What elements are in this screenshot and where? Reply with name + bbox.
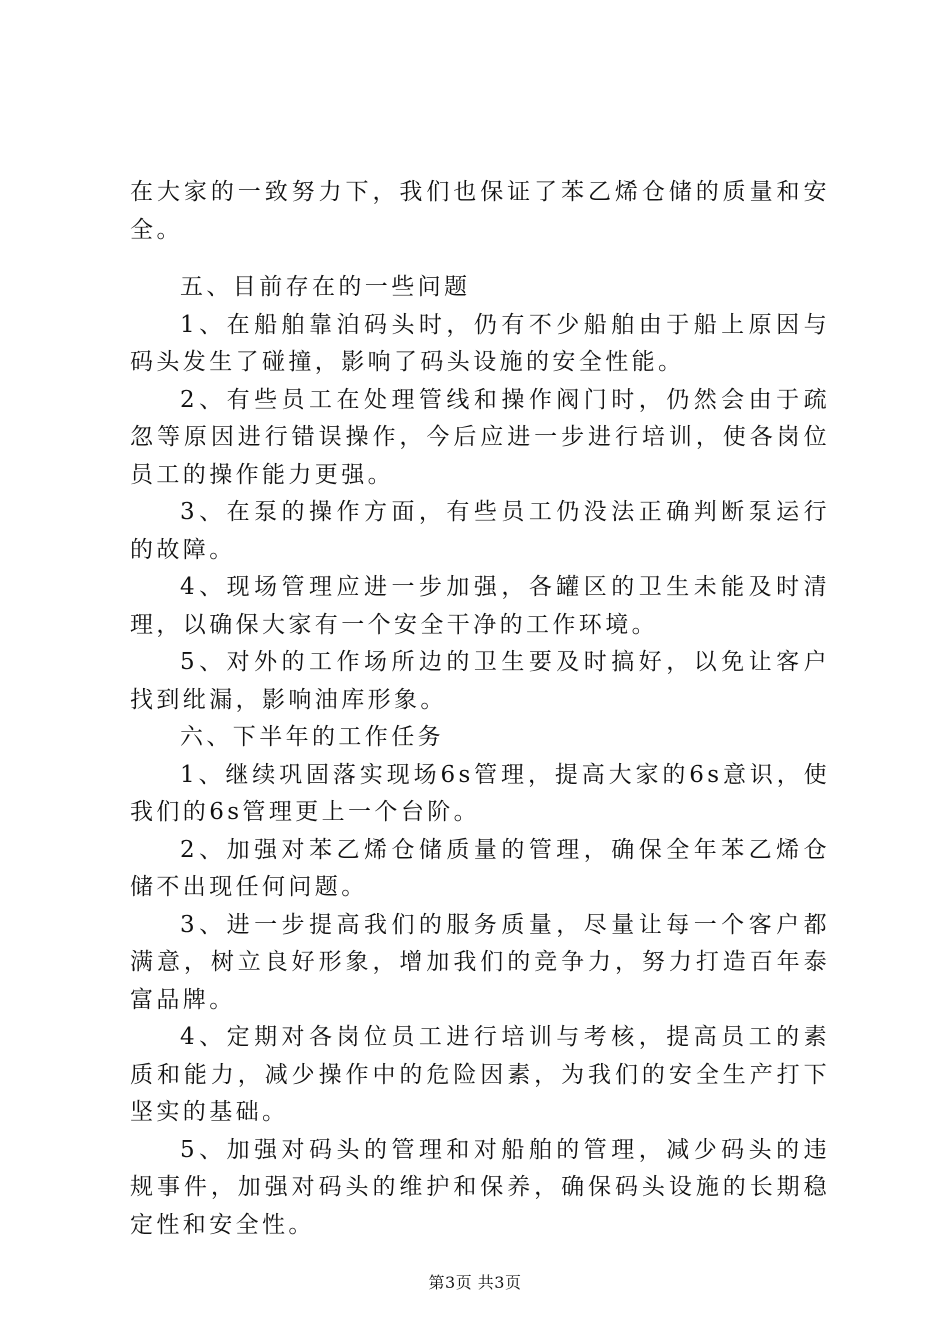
problem-item-2: 2、有些员工在处理管线和操作阀门时，仍然会由于疏忽等原因进行错误操作，今后应进一步进行培训，使各岗位员工的操作能力更强。	[130, 386, 830, 488]
task-item-1: 1、继续巩固落实现场6s管理，提高大家的6s意识，使我们的6s管理更上一个台阶。	[130, 761, 830, 825]
problem-item-3: 3、在泵的操作方面，有些员工仍没法正确判断泵运行的故障。	[130, 499, 830, 563]
task-item-2: 2、加强对苯乙烯仓储质量的管理，确保全年苯乙烯仓储不出现任何问题。	[130, 836, 830, 900]
problem-item-4: 4、现场管理应进一步加强，各罐区的卫生未能及时清理，以确保大家有一个安全干净的工作环境。	[130, 574, 830, 638]
problem-item-5: 5、对外的工作场所边的卫生要及时搞好，以免让客户找到纰漏，影响油库形象。	[130, 649, 830, 713]
paragraph-gap	[130, 249, 830, 269]
problem-item-1: 1、在船舶靠泊码头时，仍有不少船舶由于船上原因与码头发生了碰撞，影响了码头设施的安全性能。	[130, 311, 830, 375]
section-heading-problems: 五、目前存在的一些问题	[180, 274, 471, 300]
document-body	[130, 174, 830, 1244]
paragraph-continuation: 在大家的一致努力下，我们也保证了苯乙烯仓储的质量和安全。	[130, 179, 830, 243]
task-item-3: 3、进一步提高我们的服务质量，尽量让每一个客户都满意，树立良好形象，增加我们的竞争力，努力打造百年泰富品牌。	[130, 911, 830, 1013]
page-number-label: 第3页 共3页	[428, 1273, 522, 1292]
task-item-4: 4、定期对各岗位员工进行培训与考核，提高员工的素质和能力，减少操作中的危险因素，为我们的安全生产打下坚实的基础。	[130, 1024, 830, 1125]
task-item-5: 5、加强对码头的管理和对船舶的管理，减少码头的违规事件，加强对码头的维护和保养，确保码头设施的长期稳定性和安全性。	[130, 1136, 830, 1238]
section-heading-tasks: 六、下半年的工作任务	[180, 724, 444, 750]
page-footer	[0, 1270, 950, 1293]
